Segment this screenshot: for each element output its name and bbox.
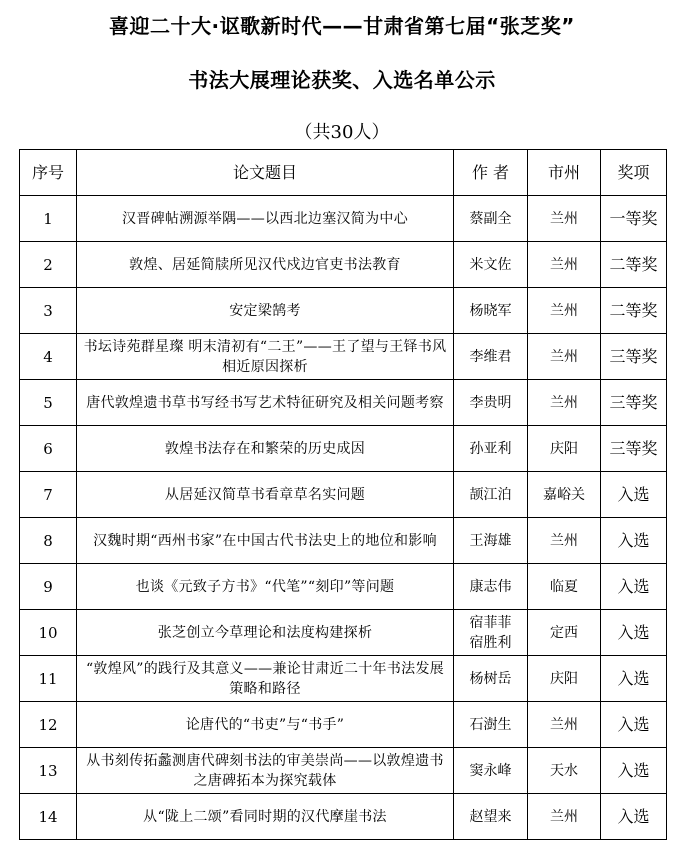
column-header-title: 论文题目: [77, 150, 454, 196]
row-number: 14: [20, 794, 77, 840]
row-number: 5: [20, 380, 77, 426]
table-row: [20, 702, 667, 748]
row-number: 3: [20, 288, 77, 334]
table-row: [20, 610, 667, 656]
row-author: 杨晓军: [454, 288, 528, 334]
column-header-city: 市州: [528, 150, 601, 196]
row-author: 窦永峰: [454, 748, 528, 794]
row-author: 蔡副全: [454, 196, 528, 242]
row-award: 三等奖: [601, 380, 667, 426]
row-number: 7: [20, 472, 77, 518]
row-city: 定西: [528, 610, 601, 656]
row-city: 庆阳: [528, 656, 601, 702]
row-award: 入选: [601, 518, 667, 564]
row-number: 9: [20, 564, 77, 610]
row-city: 兰州: [528, 242, 601, 288]
row-author: 李维君: [454, 334, 528, 380]
page-title-line2: 书法大展理论获奖、入选名单公示: [188, 68, 496, 92]
row-city: 兰州: [528, 794, 601, 840]
row-award: 入选: [601, 610, 667, 656]
row-award: 入选: [601, 472, 667, 518]
row-city: 兰州: [528, 702, 601, 748]
table-row: [20, 472, 667, 518]
row-award: 入选: [601, 564, 667, 610]
row-city: 兰州: [528, 380, 601, 426]
row-number: 11: [20, 656, 77, 702]
page-title-line1: 喜迎二十大·讴歌新时代——甘肃省第七届“张芝奖”: [109, 14, 575, 38]
table-row: [20, 748, 667, 794]
row-city: 天水: [528, 748, 601, 794]
row-number: 13: [20, 748, 77, 794]
row-paper-title: 书坛诗苑群星璨 明末清初有“二王”——王了望与王铎书风相近原因探析: [77, 334, 454, 380]
row-award: 三等奖: [601, 334, 667, 380]
row-city: 兰州: [528, 518, 601, 564]
row-award: 二等奖: [601, 242, 667, 288]
row-number: 8: [20, 518, 77, 564]
row-paper-title: “敦煌风”的践行及其意义——兼论甘肃近二十年书法发展策略和路径: [77, 656, 454, 702]
row-number: 10: [20, 610, 77, 656]
column-header-award: 奖项: [601, 150, 667, 196]
row-author: 杨树岳: [454, 656, 528, 702]
row-number: 1: [20, 196, 77, 242]
table-row: [20, 334, 667, 380]
row-award: 入选: [601, 702, 667, 748]
row-paper-title: 张芝创立今草理论和法度构建探析: [77, 610, 454, 656]
table-row: [20, 426, 667, 472]
row-author: 王海雄: [454, 518, 528, 564]
row-award: 入选: [601, 794, 667, 840]
table-row: [20, 564, 667, 610]
row-author: 石澍生: [454, 702, 528, 748]
row-paper-title: 安定梁鹄考: [77, 288, 454, 334]
table-row: [20, 242, 667, 288]
row-award: 二等奖: [601, 288, 667, 334]
table-row: [20, 794, 667, 840]
row-city: 嘉峪关: [528, 472, 601, 518]
row-paper-title: 汉魏时期“西州书家”在中国古代书法史上的地位和影响: [77, 518, 454, 564]
row-city: 兰州: [528, 334, 601, 380]
row-paper-title: 从居延汉简草书看章草名实问题: [77, 472, 454, 518]
row-city: 兰州: [528, 288, 601, 334]
row-city: 庆阳: [528, 426, 601, 472]
row-award: 三等奖: [601, 426, 667, 472]
table-row: [20, 656, 667, 702]
table-row: [20, 288, 667, 334]
award-list-table: [19, 149, 667, 840]
column-header-number: 序号: [20, 150, 77, 196]
row-paper-title: 汉晋碑帖溯源举隅——以西北边塞汉简为中心: [77, 196, 454, 242]
row-paper-title: 从“陇上二颂”看同时期的汉代摩崖书法: [77, 794, 454, 840]
row-author: 米文佐: [454, 242, 528, 288]
table-header-row: [20, 150, 667, 196]
participant-count: （共30人）: [294, 122, 390, 143]
row-paper-title: 唐代敦煌遗书草书写经书写艺术特征研究及相关问题考察: [77, 380, 454, 426]
row-paper-title: 从书刻传拓蠡测唐代碑刻书法的审美崇尚——以敦煌遗书之唐碑拓本为探究载体: [77, 748, 454, 794]
row-number: 2: [20, 242, 77, 288]
table-row: [20, 518, 667, 564]
row-author: 颉江泊: [454, 472, 528, 518]
row-award: 入选: [601, 748, 667, 794]
row-paper-title: 也谈《元致子方书》“代笔”“刻印”等问题: [77, 564, 454, 610]
row-number: 4: [20, 334, 77, 380]
row-city: 临夏: [528, 564, 601, 610]
row-number: 6: [20, 426, 77, 472]
row-author: 李贵明: [454, 380, 528, 426]
row-paper-title: 敦煌、居延简牍所见汉代戍边官吏书法教育: [77, 242, 454, 288]
row-number: 12: [20, 702, 77, 748]
row-paper-title: 敦煌书法存在和繁荣的历史成因: [77, 426, 454, 472]
row-city: 兰州: [528, 196, 601, 242]
row-award: 一等奖: [601, 196, 667, 242]
row-author: 宿菲菲 宿胜利: [454, 610, 528, 656]
row-award: 入选: [601, 656, 667, 702]
row-author: 赵望来: [454, 794, 528, 840]
row-paper-title: 论唐代的“书吏”与“书手”: [77, 702, 454, 748]
row-author: 康志伟: [454, 564, 528, 610]
table-row: [20, 380, 667, 426]
table-row: [20, 196, 667, 242]
row-author: 孙亚利: [454, 426, 528, 472]
column-header-author: 作 者: [454, 150, 528, 196]
